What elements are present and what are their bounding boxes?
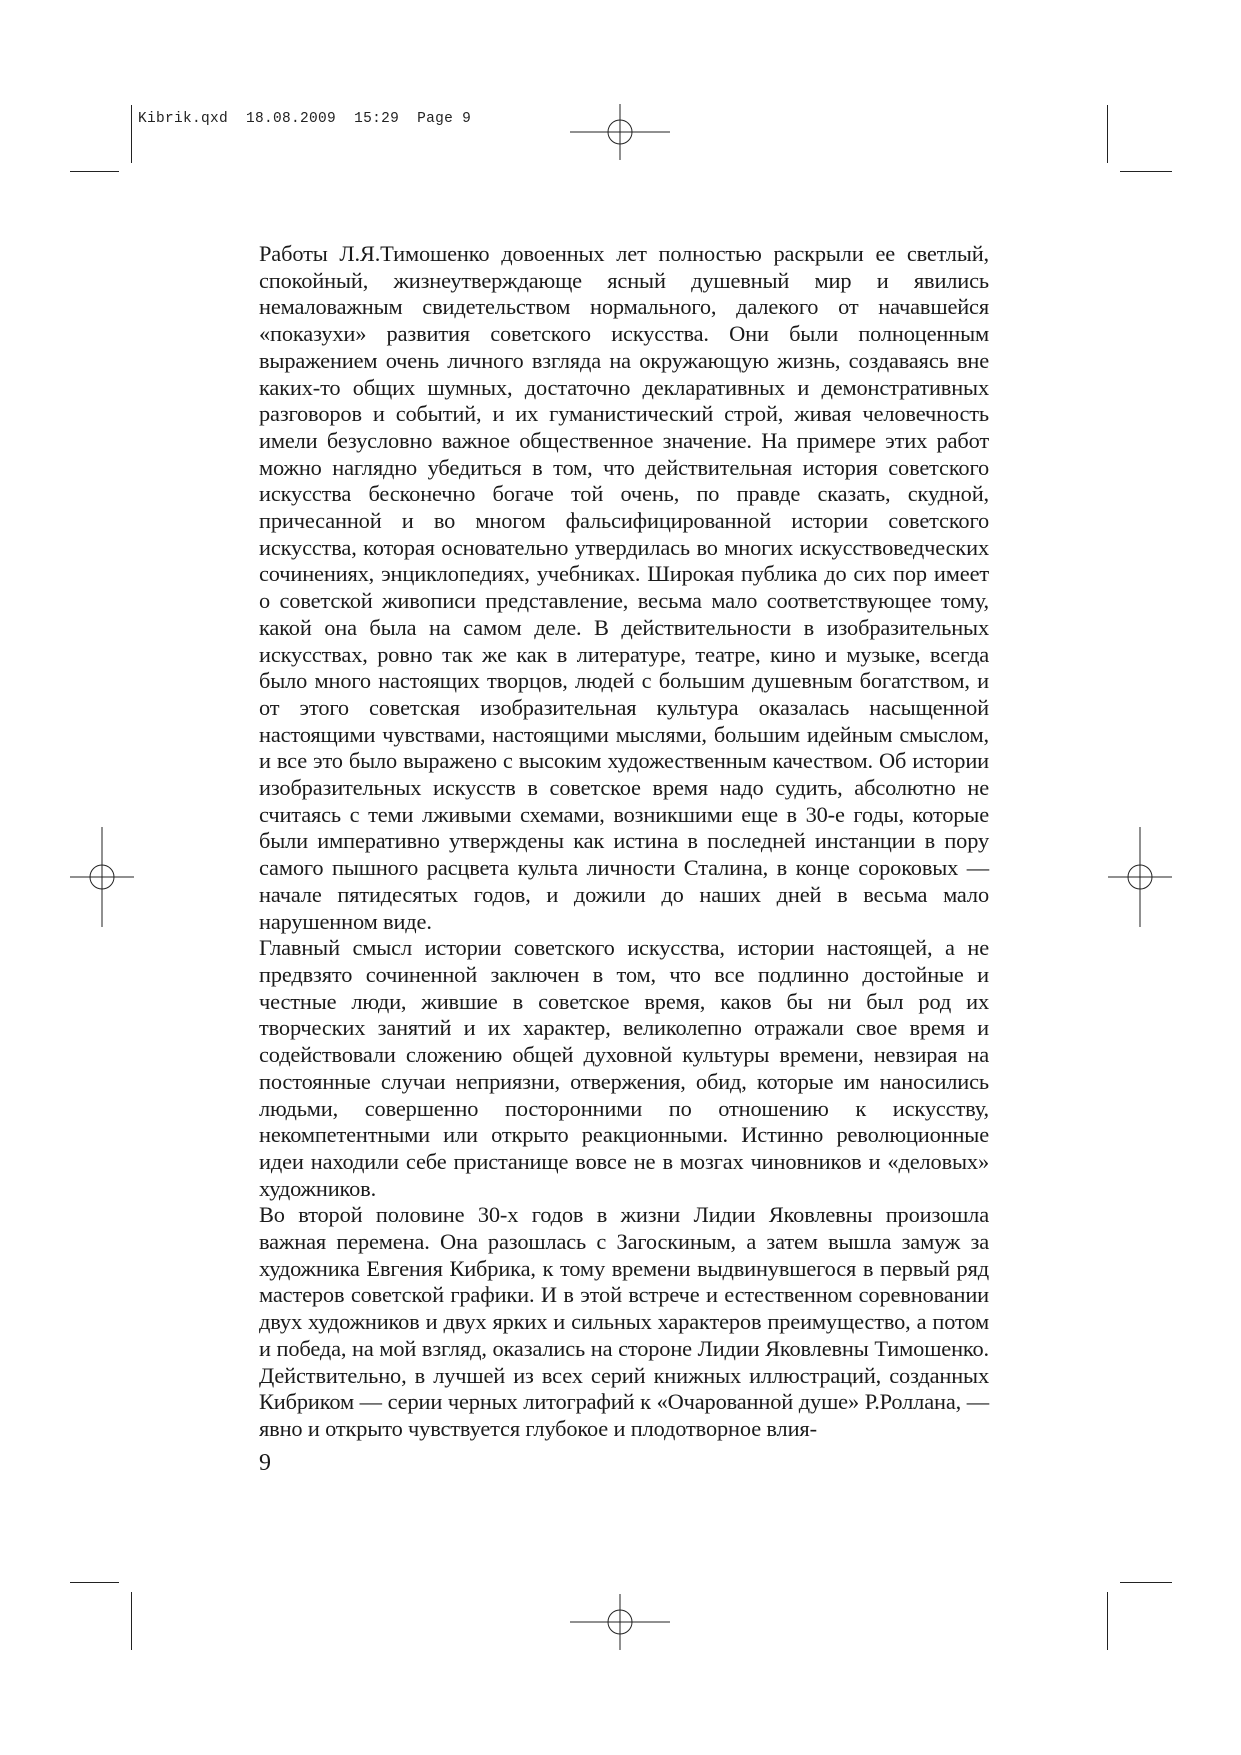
- body-text: [259, 241, 989, 1443]
- crop-mark-top-right-vertical: [1107, 105, 1108, 163]
- registration-mark-right: [1108, 827, 1172, 927]
- slug-time: 15:29: [354, 111, 400, 127]
- crop-mark-top-left-horizontal: [70, 171, 119, 172]
- crop-mark-bottom-left-vertical: [131, 1592, 132, 1650]
- slug-file: Kibrik.qxd: [138, 111, 229, 127]
- crop-mark-top-right-horizontal: [1120, 171, 1172, 172]
- paragraph-3: Во второй половине 30-х годов в жизни Лидии Яковлевны произошла важная перемена. Она разошлась с Загоскиным, а затем вышла замуж за художника Евгения Кибрика, к тому времени выдвинувшегося в первый ряд мастеров советской графики. И в этой встрече и естественном соревновании двух художников и двух ярких и сильных характеров преимущество, а потом и победа, на мой взгляд, оказались на стороне Лидии Яковлевны Тимошенко. Действительно, в лучшей из всех серий книжных иллюстраций, созданных Кибриком — серии черных литографий к «Очарованной душе» Р.Роллана, — явно и открыто чувствуется глубокое и плодотворное влия-: [259, 1202, 989, 1441]
- registration-mark-top: [570, 104, 670, 160]
- crop-mark-top-left-vertical: [131, 105, 132, 163]
- crop-mark-bottom-right-horizontal: [1120, 1582, 1172, 1583]
- slug-line: [138, 111, 471, 127]
- slug-date: 18.08.2009: [246, 111, 337, 127]
- crop-mark-bottom-right-vertical: [1107, 1592, 1108, 1650]
- paragraph-1: Работы Л.Я.Тимошенко довоенных лет полностью раскрыли ее светлый, спокойный, жизнеутверждающе ясный душевный мир и явились немаловажным свидетельством нормального, далекого от начавшейся «показухи» развития советского искусства. Они были полноценным выражением очень личного взгляда на окружающую жизнь, создаваясь вне каких-то общих шумных, достаточно декларативных и демонстративных разговоров и событий, и их гуманистический строй, живая человечность имели безусловно важное общественное значение. На примере этих работ можно наглядно убедиться в том, что действительная история советского искусства бесконечно богаче той очень, по правде сказать, скудной, причесанной и во многом фальсифицированной истории советского искусства, которая основательно утвердилась во многих искусствоведческих сочинениях, энциклопедиях, учебниках. Широкая публика до сих пор имеет о советской живописи представление, весьма мало соответствующее тому, какой она была на самом деле. В действительности в изобразительных искусствах, ровно так же как в литературе, театре, кино и музыке, всегда было много настоящих творцов, людей с большим душевным богатством, и от этого советская изобразительная культура оказалась насыщенной настоящими чувствами, настоящими мыслями, большим идейным смыслом, и все это было выражено с высоким художественным качеством. Об истории изобразительных искусств в советское время надо судить, абсолютно не считаясь с теми лживыми схемами, возникшими еще в 30-е годы, которые были императивно утверждены как истина в последней инстанции в пору самого пышного расцвета культа личности Сталина, в конце сороковых — начале пятидесятых годов, и дожили до наших дней в весьма мало нарушенном виде.: [259, 241, 989, 934]
- registration-mark-left: [70, 827, 134, 927]
- paragraph-2: Главный смысл истории советского искусства, истории настоящей, а не предвзято сочиненной заключен в том, что все подлинно достойные и честные люди, жившие в советское время, каков бы ни был род их творческих занятий и их характер, великолепно отражали свое время и содействовали сложению общей духовной культуры времени, невзирая на постоянные случаи неприязни, отвержения, обид, которые им наносились людьми, совершенно посторонними по отношению к искусству, некомпетентными или открыто реакционными. Истинно революционные идеи находили себе пристанище вовсе не в мозгах чиновников и «деловых» художников.: [259, 935, 989, 1201]
- crop-mark-bottom-left-horizontal: [70, 1582, 119, 1583]
- registration-mark-bottom: [570, 1594, 670, 1650]
- slug-page: Page 9: [417, 111, 472, 127]
- page-number: 9: [259, 1450, 271, 1476]
